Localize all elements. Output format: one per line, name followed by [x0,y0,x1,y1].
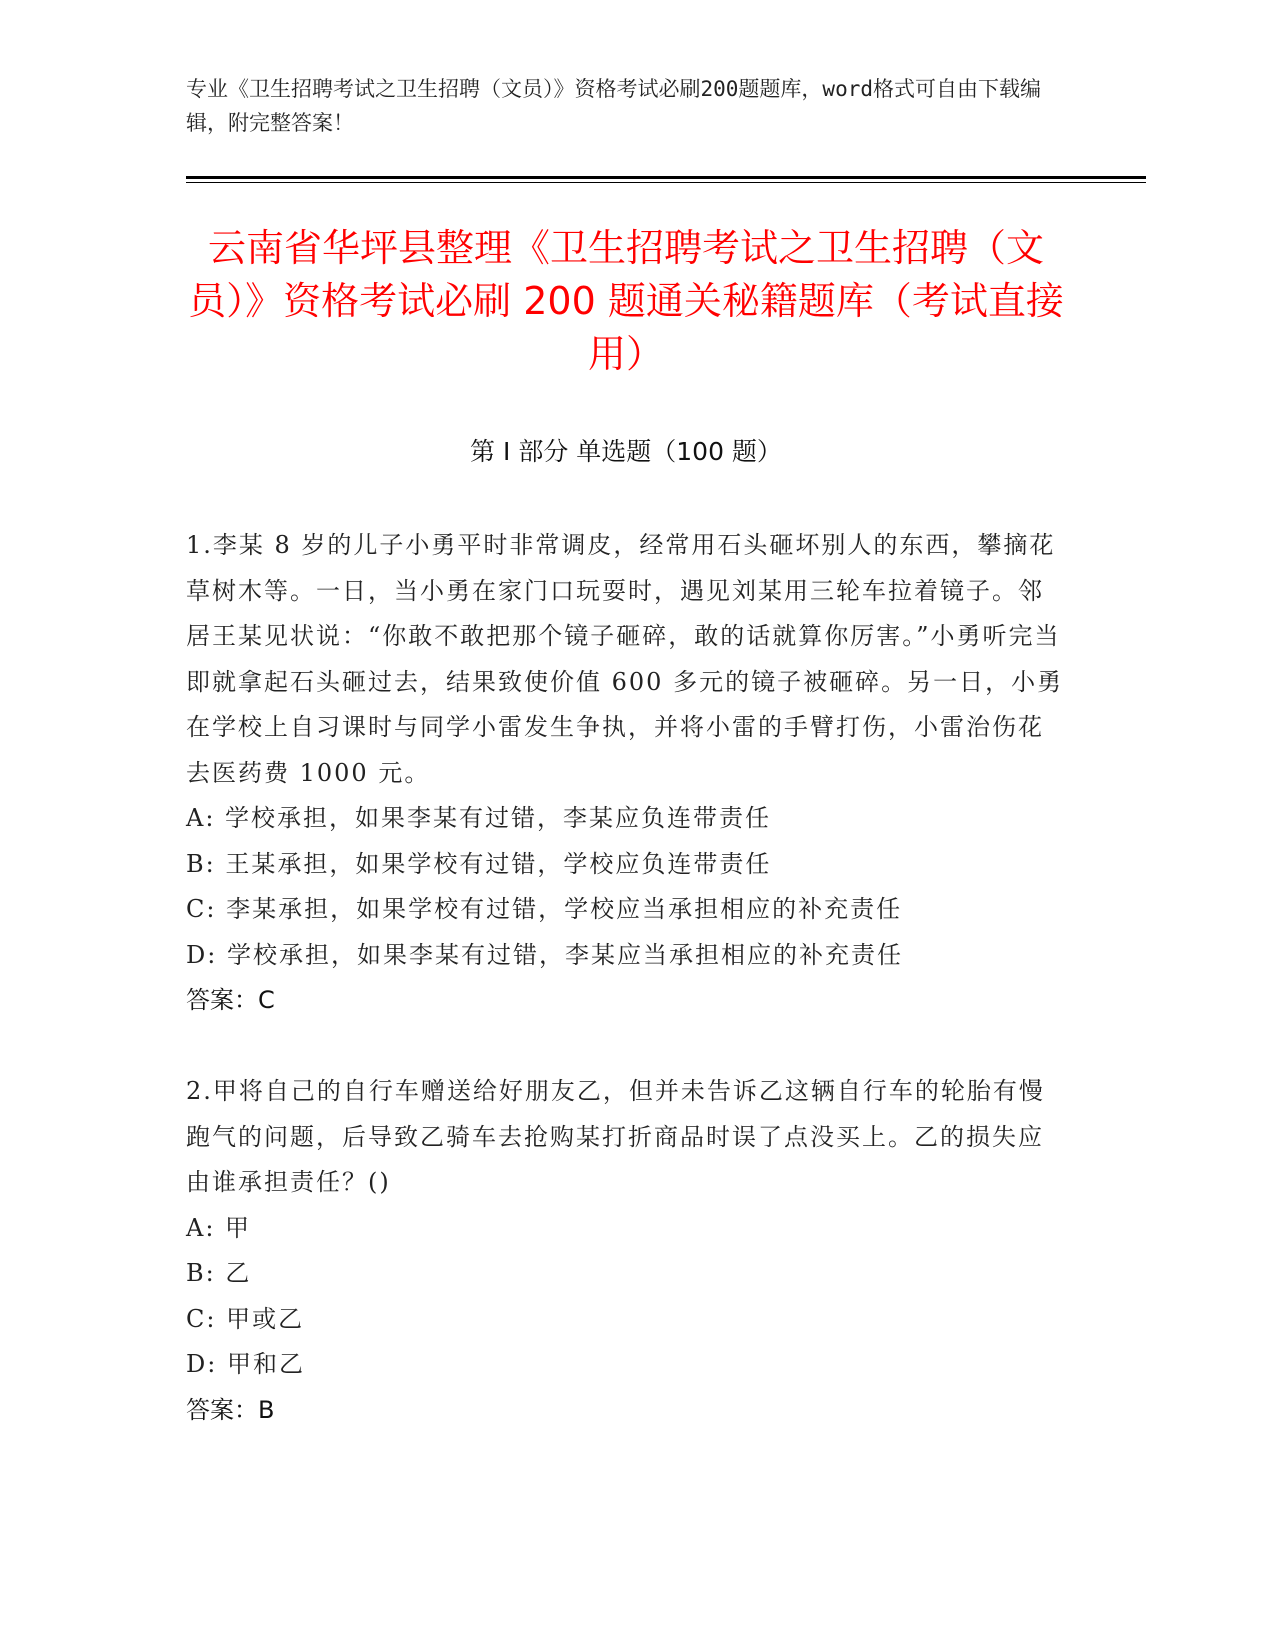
question-block [186,1069,1066,1433]
header-note: 专业《卫生招聘考试之卫生招聘（文员）》资格考试必刷200题题库，word格式可自由下载编辑，附完整答案！ [186,77,1041,135]
header-divider-thin [186,182,1146,183]
document-title: 云南省华坪县整理《卫生招聘考试之卫生招聘（文员）》资格考试必刷 200 题通关秘籍题库（考试直接用） [188,226,1064,376]
option-b: B: 王某承担，如果学校有过错，学校应负连带责任 [186,849,772,878]
option-c: C: 李某承担，如果学校有过错，学校应当承担相应的补充责任 [186,895,903,923]
section-heading: 第 I 部分 单选题（100 题） [470,437,782,466]
answer-line: 答案：C [186,986,275,1014]
question-block [186,523,1066,1024]
answer-line: 答案：B [186,1395,275,1424]
option-a: A: 学校承担，如果李某有过错，李某应负连带责任 [186,804,772,832]
header-divider-thick [186,176,1146,179]
option-b: B: 乙 [186,1259,252,1287]
option-d: D: 学校承担，如果李某有过错，李某应当承担相应的补充责任 [186,940,903,969]
option-a: A: 甲 [186,1213,252,1242]
option-d: D: 甲和乙 [186,1350,305,1378]
question-stem: 1.李某 8 岁的儿子小勇平时非常调皮，经常用石头砸坏别人的东西，攀摘花草树木等。一日，当小勇在家门口玩耍时，遇见刘某用三轮车拉着镜子。邻居王某见状说：“你敢不敢把那个镜子砸碎，敢的话就算你厉害。”小勇听完当即就拿起石头砸过去，结果致使价值 600 多元的镜子被砸碎。另一日，小勇在学校上自习课时与同学小雷发生争执，并将小雷的手臂打伤，小雷治伤花去医药费 1000 元。 [186,531,1064,787]
question-stem: 2.甲将自己的自行车赠送给好朋友乙，但并未告诉乙这辆自行车的轮胎有慢跑气的问题，后导致乙骑车去抢购某打折商品时误了点没买上。乙的损失应由谁承担责任？() [186,1077,1045,1196]
option-c: C: 甲或乙 [186,1304,305,1333]
